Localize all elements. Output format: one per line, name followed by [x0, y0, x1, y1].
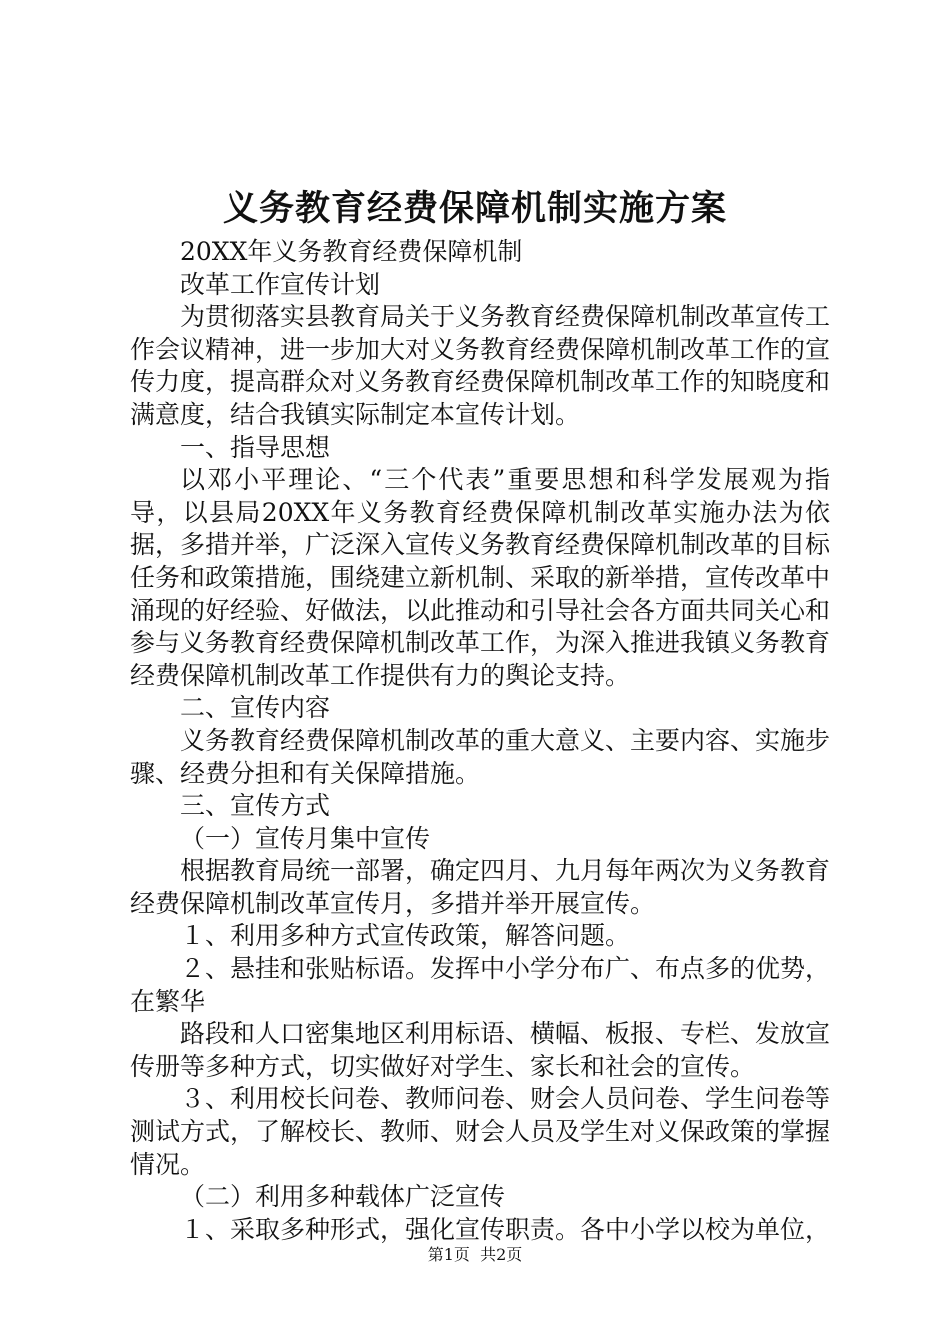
section-heading: 二、宣传内容	[180, 693, 331, 723]
subsection-heading: （一）宣传月集中宣传	[180, 823, 431, 853]
paragraph: 根据教育局统一部署，确定四月、九月每年两次为义务教育经费保障机制改革宣传月，多措并举开展宣传。	[130, 856, 831, 918]
paragraph: 以邓小平理论、“三个代表”重要思想和科学发展观为指导，以县局20XX年义务教育经费保障机制改革实施办法为依据，多措并举，广泛深入宣传义务教育经费保障机制改革的目标任务和政策措施，围绕建立新机制、采取的新举措，宣传改革中涌现的好经验、好做法，以此推动和引导社会各方面共同关心和参与义务教育经费保障机制改革工作，为深入推进我镇义务教育经费保障机制改革工作提供有力的舆论支持。	[130, 465, 831, 690]
document-body	[130, 236, 830, 1246]
paragraph: 为贯彻落实县教育局关于义务教育经费保障机制改革宣传工作会议精神，进一步加大对义务教育经费保障机制改革工作的宣传力度，提高群众对义务教育经费保障机制改革工作的知晓度和满意度，结合我镇实际制定本宣传计划。	[130, 302, 831, 429]
paragraph: 20XX年义务教育经费保障机制	[180, 237, 523, 266]
list-item: ３、利用校长问卷、教师问卷、财会人员问卷、学生问卷等测试方式，了解校长、教师、财会人员及学生对义保政策的掌握情况。	[130, 1084, 831, 1179]
section-heading: 一、指导思想	[180, 432, 331, 462]
page-footer: 第1页 共2页	[427, 1245, 523, 1264]
list-item: １、利用多种方式宣传政策，解答问题。	[180, 921, 631, 951]
list-item: １、采取多种形式，强化宣传职责。各中小学以校为单位，	[180, 1214, 831, 1244]
list-item: ２、悬挂和张贴标语。发挥中小学分布广、布点多的优势，在繁华	[130, 954, 831, 1016]
paragraph: 义务教育经费保障机制改革的重大意义、主要内容、实施步骤、经费分担和有关保障措施。	[130, 725, 831, 788]
subsection-heading: （二）利用多种载体广泛宣传	[180, 1182, 506, 1212]
section-heading: 三、宣传方式	[180, 791, 331, 821]
paragraph: 路段和人口密集地区利用标语、横幅、板报、专栏、发放宣传册等多种方式，切实做好对学生、家长和社会的宣传。	[130, 1019, 831, 1081]
paragraph: 改革工作宣传计划	[180, 269, 381, 299]
document-title: 义务教育经费保障机制实施方案	[222, 188, 727, 229]
